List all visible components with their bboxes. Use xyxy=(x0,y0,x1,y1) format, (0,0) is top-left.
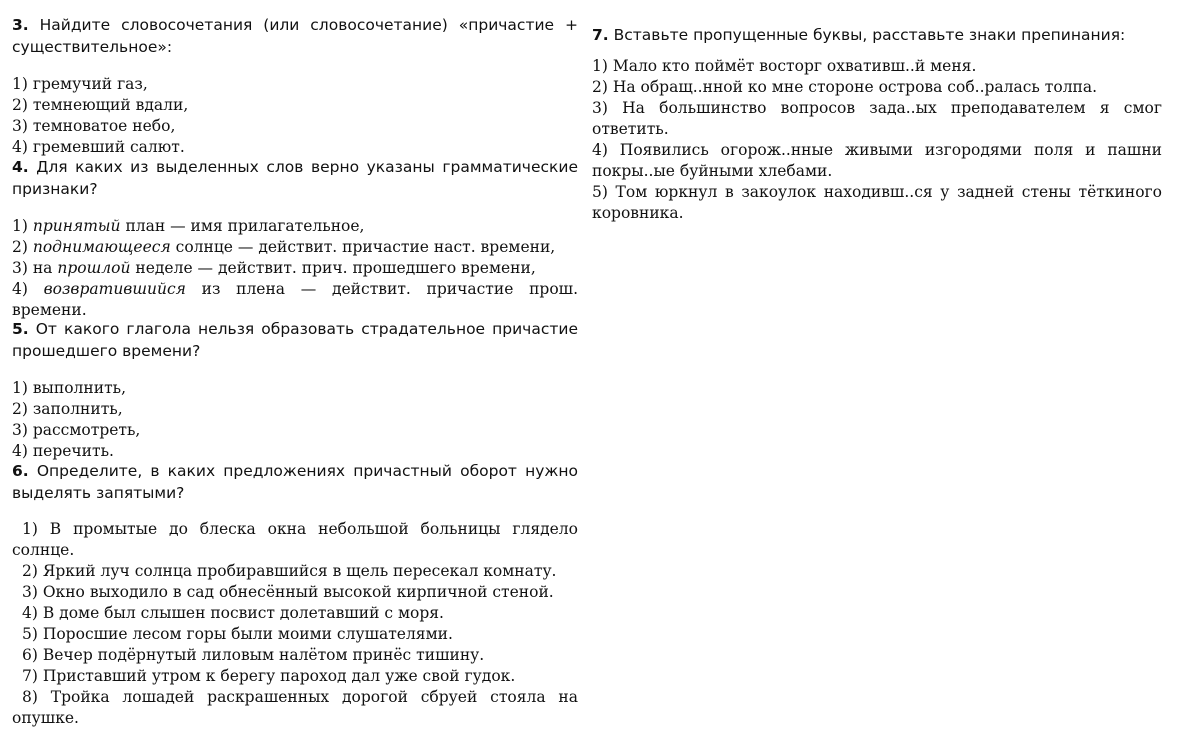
option-prefix: 1) xyxy=(12,217,33,235)
question-3-option-3: 3) темноватое небо, xyxy=(12,117,176,135)
question-6-number: 6. xyxy=(12,462,29,480)
option-rest: солнце — действит. причастие наст. времени, xyxy=(170,238,556,256)
question-3-options xyxy=(12,74,578,158)
question-6-options xyxy=(12,519,578,729)
question-6-option-8: 8) Тройка лошадей раскрашенных дорогой сбруей стояла на опушке. xyxy=(12,688,578,727)
question-4-option-1 xyxy=(12,216,578,237)
question-6-option-7: 7) Приставший утром к берегу пароход дал уже свой гудок. xyxy=(22,667,516,685)
question-5-option-2: 2) заполнить, xyxy=(12,400,123,418)
question-7-option-4: 4) Появились огорож..нные живыми изгородями поля и пашни покры..ые буйными хлебами. xyxy=(592,141,1162,180)
question-6 xyxy=(12,460,578,729)
question-4-option-2 xyxy=(12,237,578,258)
question-5-text: От какого глагола нельзя образовать страдательное причастие прошедшего времени? xyxy=(12,320,578,360)
question-6-option-4: 4) В доме был слышен посвист долетавший с моря. xyxy=(22,604,444,622)
highlighted-word: возвратившийся xyxy=(43,280,186,298)
highlighted-word: принятый xyxy=(32,217,121,235)
option-rest: неделе — действит. прич. прошедшего времени, xyxy=(130,259,536,277)
option-rest: из плена — действит. причастие прош. времени. xyxy=(12,280,578,319)
question-6-option-2: 2) Яркий луч солнца пробиравшийся в щель пересекал комнату. xyxy=(22,562,557,580)
question-3-option-4: 4) гремевший салют. xyxy=(12,138,185,156)
question-4-prompt xyxy=(12,156,578,200)
question-5-option-3: 3) рассмотреть, xyxy=(12,421,141,439)
question-4-option-3 xyxy=(12,258,578,279)
question-7-text: Вставьте пропущенные буквы, расставьте знаки препинания: xyxy=(613,26,1126,44)
question-3-number: 3. xyxy=(12,16,29,34)
question-4 xyxy=(12,156,578,321)
question-7-options xyxy=(592,56,1162,224)
option-prefix: 3) на xyxy=(12,259,58,277)
question-7-option-1: 1) Мало кто поймёт восторг охвативш..й меня. xyxy=(592,57,977,75)
question-6-text: Определите, в каких предложениях причастный оборот нужно выделять запятыми? xyxy=(12,462,578,502)
question-4-option-4 xyxy=(12,279,578,321)
question-4-number: 4. xyxy=(12,158,29,176)
question-6-prompt xyxy=(12,460,578,504)
question-6-option-1: 1) В промытые до блеска окна небольшой больницы глядело солнце. xyxy=(12,520,578,559)
question-5-option-1: 1) выполнить, xyxy=(12,379,127,397)
question-7 xyxy=(592,24,1162,224)
question-3-option-1: 1) гремучий газ, xyxy=(12,75,148,93)
question-3-text: Найдите словосочетания (или словосочетание) «причастие + существительное»: xyxy=(12,16,578,56)
question-4-options xyxy=(12,216,578,321)
question-5-option-4: 4) перечить. xyxy=(12,442,114,460)
question-3-prompt xyxy=(12,14,578,58)
question-7-option-3: 3) На большинство вопросов зада..ых преподавателем я смог ответить. xyxy=(592,99,1162,138)
question-7-number: 7. xyxy=(592,26,609,44)
question-5-number: 5. xyxy=(12,320,29,338)
question-6-option-3: 3) Окно выходило в сад обнесённый высокой кирпичной стеной. xyxy=(22,583,554,601)
question-5-options xyxy=(12,378,578,462)
question-7-option-5: 5) Том юркнул в закоулок находивш..ся у задней стены тёткиного коровника. xyxy=(592,183,1162,222)
question-5 xyxy=(12,318,578,462)
question-6-option-6: 6) Вечер подёрнутый лиловым налётом принёс тишину. xyxy=(22,646,485,664)
question-5-prompt xyxy=(12,318,578,362)
question-7-option-2: 2) На обращ..нной ко мне стороне острова соб..ралась толпа. xyxy=(592,78,1098,96)
question-7-prompt xyxy=(592,24,1162,46)
question-6-option-5: 5) Поросшие лесом горы были моими слушателями. xyxy=(22,625,453,643)
question-3-option-2: 2) темнеющий вдали, xyxy=(12,96,189,114)
question-3 xyxy=(12,14,578,158)
option-prefix: 2) xyxy=(12,238,33,256)
highlighted-word: поднимающееся xyxy=(32,238,171,256)
option-prefix: 4) xyxy=(12,280,44,298)
question-4-text: Для каких из выделенных слов верно указаны грамматические признаки? xyxy=(12,158,578,198)
highlighted-word: прошлой xyxy=(57,259,131,277)
option-rest: план — имя прилагательное, xyxy=(120,217,365,235)
